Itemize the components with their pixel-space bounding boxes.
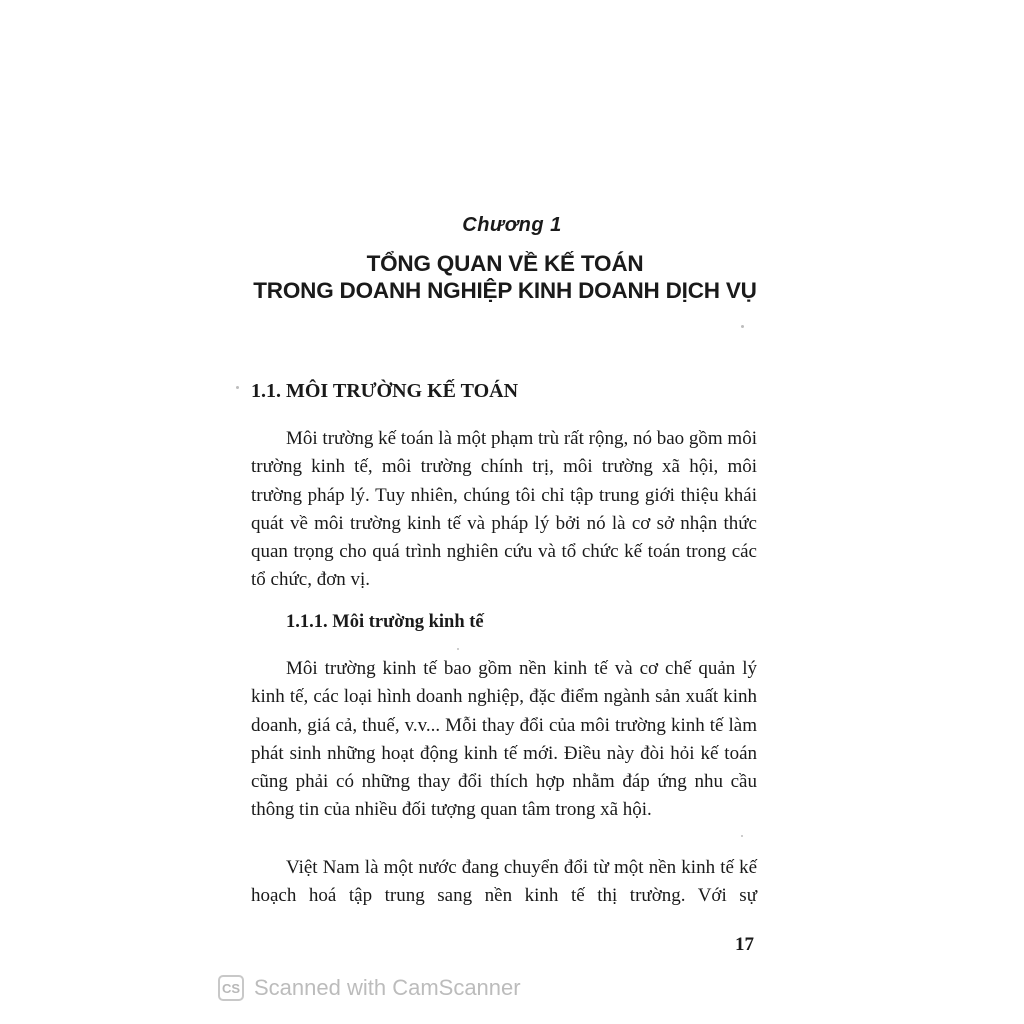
- section-paragraph: Môi trường kế toán là một phạm trù rất rộng, nó bao gồm môi trường kinh tế, môi trường chính trị, môi trường xã hội, môi trường pháp lý. Tuy nhiên, chúng tôi chỉ tập trung giới thiệu khái quát về môi trường kinh tế và pháp lý bởi nó là cơ sở nhận thức quan trọng cho quá trình nghiên cứu và tổ chức kế toán trong các tổ chức, đơn vị.: [251, 428, 757, 591]
- camscanner-watermark: [218, 973, 521, 1003]
- chapter-label: Chương 1: [462, 214, 562, 236]
- camscanner-logo-icon: CS: [218, 975, 244, 1001]
- watermark-text: Scanned with CamScanner: [254, 975, 521, 1000]
- page-number: 17: [735, 934, 754, 955]
- section-heading: 1.1. MÔI TRƯỜNG KẾ TOÁN: [251, 380, 519, 402]
- subsection-paragraph-1: Môi trường kinh tế bao gồm nền kinh tế và cơ chế quản lý kinh tế, các loại hình doanh nghiệp, đặc điểm ngành sản xuất kinh doanh, giá cả, thuế, v.v... Mỗi thay đổi của môi trường kinh tế làm phát sinh những hoạt động kinh tế mới. Điều này đòi hỏi kế toán cũng phải có những thay đổi thích hợp nhằm đáp ứng nhu cầu thông tin của nhiều đối tượng quan tâm trong xã hội.: [251, 658, 757, 821]
- subsection-heading: 1.1.1. Môi trường kinh tế: [286, 612, 484, 632]
- chapter-title-line-2: TRONG DOANH NGHIỆP KINH DOANH DỊCH VỤ: [253, 278, 757, 303]
- scan-speck: [457, 648, 459, 650]
- subsection-paragraph-2: Việt Nam là một nước đang chuyển đổi từ một nền kinh tế kế hoạch hoá tập trung sang nền kinh tế thị trường. Với sự: [251, 857, 757, 907]
- scan-speck: [741, 325, 744, 328]
- scan-speck: [236, 386, 239, 389]
- scan-speck: [741, 835, 743, 837]
- chapter-title-line-1: TỔNG QUAN VỀ KẾ TOÁN: [366, 251, 644, 276]
